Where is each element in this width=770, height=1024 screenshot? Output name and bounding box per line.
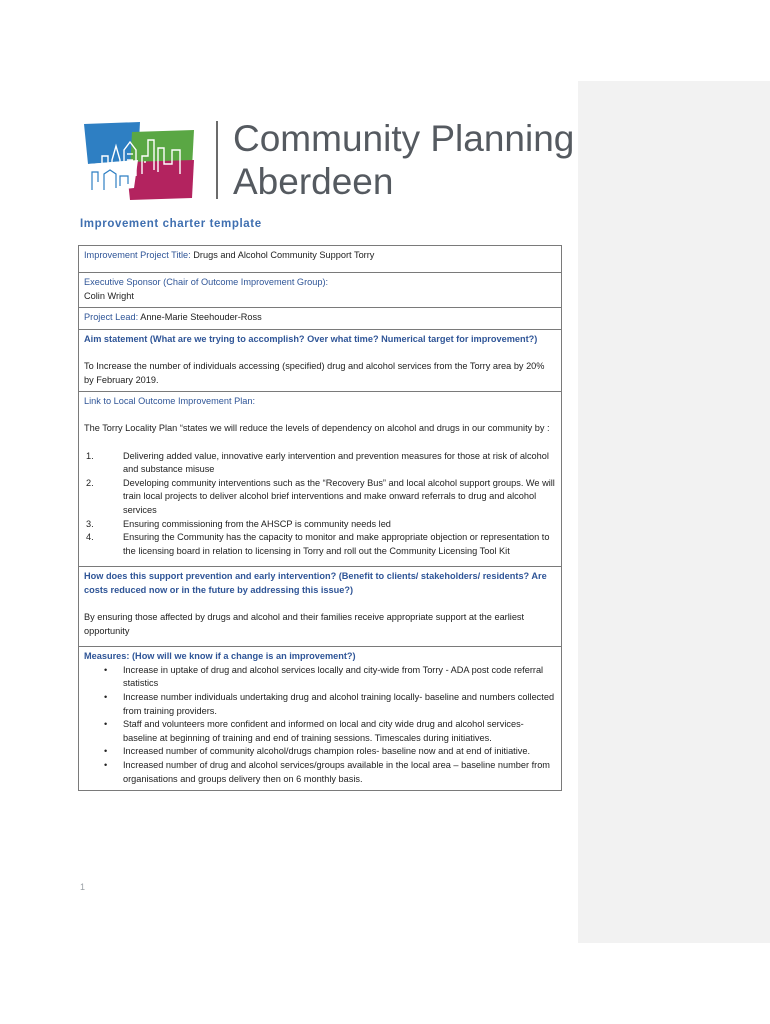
project-title-value: Drugs and Alcohol Community Support Torry xyxy=(193,250,375,260)
row-executive-sponsor xyxy=(79,273,562,308)
list-item: • Increased number of community alcohol/drugs champion roles- baseline now and at end of initiative. xyxy=(84,745,556,759)
list-item: • Increase number individuals undertaking drug and alcohol training locally- baseline and numbers collected from training providers. xyxy=(84,691,556,718)
project-title-label: Improvement Project Title: xyxy=(84,250,191,260)
list-item: • Staff and volunteers more confident and informed on local and city wide drug and alcohol services- baseline at beginning of training and end of training sessions. Timescales during initiatives. xyxy=(84,718,556,745)
page-number: 1 xyxy=(80,882,86,892)
list-item: • Increase in uptake of drug and alcohol services locally and city-wide from Torry - ADA post code referral statistics xyxy=(84,664,556,691)
measures-list xyxy=(84,664,556,786)
row-prevention xyxy=(79,567,562,647)
list-item: 3. Ensuring commissioning from the AHSCP is community needs led xyxy=(86,518,391,529)
local-outcome-link-label: Link to Local Outcome Improvement Plan: xyxy=(84,396,256,407)
list-item: 2. Developing community interventions such as the “Recovery Bus” and local alcohol support groups. We will train local projects to deliver alcohol brief interventions and make onward referrals to drug and alcohol services xyxy=(86,477,555,515)
logo-divider xyxy=(216,121,218,199)
aim-statement-text: To Increase the number of individuals accessing (specified) drug and alcohol services from the Torry area by 20% by February 2019. xyxy=(84,360,545,385)
row-measures xyxy=(79,647,562,791)
logo-skyline-icon xyxy=(82,120,196,200)
prevention-label: How does this support prevention and early intervention? (Benefit to clients/ stakeholders/ residents? Are costs reduced now or in the future by addressing this issue?) xyxy=(84,571,547,595)
logo-text-line1: Community Planning xyxy=(233,118,575,159)
prevention-text: By ensuring those affected by drugs and alcohol and their families receive appropriate support at the earliest opportunity xyxy=(84,612,525,636)
aim-statement-label: Aim statement (What are we trying to accomplish? Over what time? Numerical target for improvement?) xyxy=(84,333,538,344)
document-heading: Improvement charter template xyxy=(80,218,262,230)
row-project-title xyxy=(79,246,562,273)
project-lead-label: Project Lead: xyxy=(84,312,139,323)
executive-sponsor-value: Colin Wright xyxy=(84,290,134,301)
project-lead-value: Anne-Marie Steehouder-Ross xyxy=(140,312,262,323)
row-project-lead xyxy=(79,308,562,330)
comment-pane xyxy=(578,81,770,943)
list-item: 4. Ensuring the Community has the capacity to monitor and make appropriate objection or representation to the licensing board in relation to licensing in Torry and roll out the Community Licensing Tool Kit xyxy=(86,532,550,556)
list-item: 1. Delivering added value, innovative early intervention and prevention measures for those at risk of alcohol and substance misuse xyxy=(86,450,549,475)
local-outcome-list xyxy=(84,450,556,559)
improvement-charter-table xyxy=(78,245,562,791)
local-outcome-intro: The Torry Locality Plan “states we will reduce the levels of dependency on alcohol and drugs in our community by : xyxy=(84,423,550,434)
row-aim-statement xyxy=(79,329,562,391)
executive-sponsor-label: Executive Sponsor (Chair of Outcome Improvement Group): xyxy=(84,277,329,287)
measures-label: Measures: (How will we know if a change is an improvement?) xyxy=(84,651,356,662)
row-local-outcome-link xyxy=(79,392,562,567)
list-item: • Increased number of drug and alcohol services/groups available in the local area – baseline number from organisations and groups delivery then on 6 monthly basis. xyxy=(84,759,556,786)
community-planning-logo xyxy=(82,118,575,202)
logo-text-line2: Aberdeen xyxy=(233,161,394,202)
